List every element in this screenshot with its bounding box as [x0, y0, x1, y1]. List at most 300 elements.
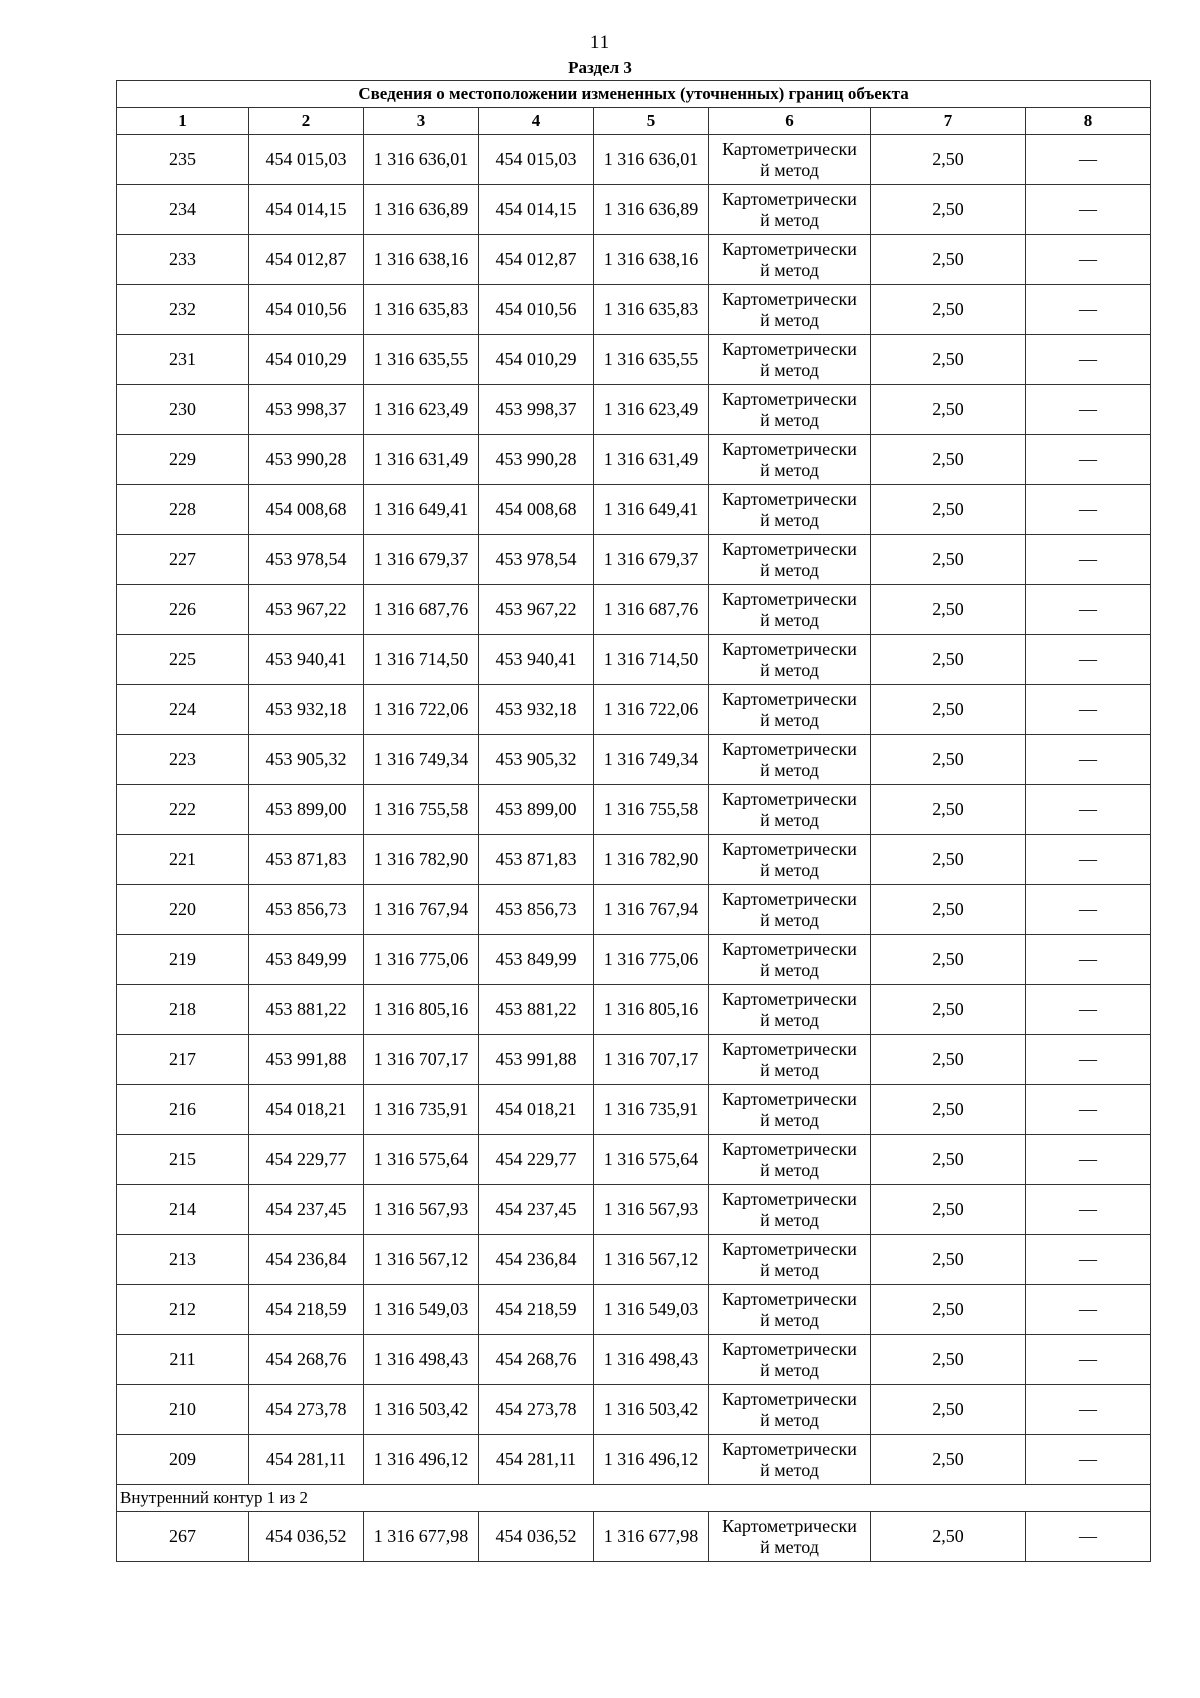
- description-cell: —: [1026, 1085, 1151, 1135]
- accuracy-cell: 2,50: [871, 235, 1026, 285]
- accuracy-cell: 2,50: [871, 785, 1026, 835]
- y-old-cell: 1 316 775,06: [364, 935, 479, 985]
- table-row: [117, 535, 1151, 585]
- contour-body: [117, 1512, 1151, 1562]
- x-old-cell: 454 008,68: [249, 485, 364, 535]
- y-old-cell: 1 316 636,01: [364, 135, 479, 185]
- point-number-cell: 211: [117, 1335, 249, 1385]
- accuracy-cell: 2,50: [871, 485, 1026, 535]
- description-cell: —: [1026, 335, 1151, 385]
- method-text-line2: й метод: [760, 709, 819, 730]
- table-row: [117, 1512, 1151, 1562]
- table-row: [117, 1085, 1151, 1135]
- section-title: Раздел 3: [568, 58, 632, 77]
- method-text-line2: й метод: [760, 859, 819, 880]
- y-old-cell: 1 316 767,94: [364, 885, 479, 935]
- y-old-cell: 1 316 496,12: [364, 1435, 479, 1485]
- method-text-line1: Картометрически: [722, 1338, 857, 1359]
- table-row: [117, 635, 1151, 685]
- y-new-cell: 1 316 635,55: [594, 335, 709, 385]
- y-new-cell: 1 316 649,41: [594, 485, 709, 535]
- point-number-cell: 222: [117, 785, 249, 835]
- accuracy-cell: 2,50: [871, 1085, 1026, 1135]
- table-row: [117, 1135, 1151, 1185]
- description-cell: —: [1026, 235, 1151, 285]
- method-cell: [709, 1335, 871, 1385]
- method-cell: [709, 485, 871, 535]
- method-text-line1: Картометрически: [722, 1238, 857, 1259]
- column-header: 5: [594, 108, 709, 135]
- accuracy-cell: 2,50: [871, 1385, 1026, 1435]
- x-new-cell: 454 281,11: [479, 1435, 594, 1485]
- table-row: [117, 935, 1151, 985]
- table-row: [117, 885, 1151, 935]
- point-number-cell: 267: [117, 1512, 249, 1562]
- method-cell: [709, 1035, 871, 1085]
- x-new-cell: 453 940,41: [479, 635, 594, 685]
- method-cell: [709, 1285, 871, 1335]
- x-old-cell: 454 273,78: [249, 1385, 364, 1435]
- x-old-cell: 453 932,18: [249, 685, 364, 735]
- point-number-cell: 213: [117, 1235, 249, 1285]
- x-new-cell: 454 229,77: [479, 1135, 594, 1185]
- y-old-cell: 1 316 649,41: [364, 485, 479, 535]
- method-cell: [709, 685, 871, 735]
- table-row: [117, 1035, 1151, 1085]
- method-cell: [709, 1085, 871, 1135]
- description-cell: —: [1026, 185, 1151, 235]
- description-cell: —: [1026, 385, 1151, 435]
- method-cell: [709, 185, 871, 235]
- table-caption-row: [117, 81, 1151, 108]
- point-number-cell: 214: [117, 1185, 249, 1235]
- method-cell: [709, 1435, 871, 1485]
- point-number-cell: 216: [117, 1085, 249, 1135]
- point-number-cell: 226: [117, 585, 249, 635]
- method-text-line1: Картометрически: [722, 438, 857, 459]
- description-cell: —: [1026, 485, 1151, 535]
- x-new-cell: 453 881,22: [479, 985, 594, 1035]
- y-new-cell: 1 316 631,49: [594, 435, 709, 485]
- x-old-cell: 453 881,22: [249, 985, 364, 1035]
- method-cell: [709, 235, 871, 285]
- description-cell: —: [1026, 635, 1151, 685]
- column-header: 8: [1026, 108, 1151, 135]
- point-number-cell: 230: [117, 385, 249, 435]
- method-text-line1: Картометрически: [722, 238, 857, 259]
- table-row: [117, 1435, 1151, 1485]
- x-new-cell: 453 932,18: [479, 685, 594, 735]
- accuracy-cell: 2,50: [871, 1285, 1026, 1335]
- method-text-line2: й метод: [760, 1109, 819, 1130]
- description-cell: —: [1026, 1185, 1151, 1235]
- x-old-cell: 454 010,29: [249, 335, 364, 385]
- y-old-cell: 1 316 782,90: [364, 835, 479, 885]
- method-text-line1: Картометрически: [722, 1188, 857, 1209]
- method-text-line1: Картометрически: [722, 688, 857, 709]
- x-old-cell: 453 990,28: [249, 435, 364, 485]
- y-old-cell: 1 316 567,93: [364, 1185, 479, 1235]
- description-cell: —: [1026, 1285, 1151, 1335]
- accuracy-cell: 2,50: [871, 435, 1026, 485]
- x-old-cell: 454 268,76: [249, 1335, 364, 1385]
- contour-section: [117, 1485, 1151, 1512]
- method-text-line1: Картометрически: [722, 1088, 857, 1109]
- y-old-cell: 1 316 567,12: [364, 1235, 479, 1285]
- y-new-cell: 1 316 575,64: [594, 1135, 709, 1185]
- y-old-cell: 1 316 549,03: [364, 1285, 479, 1335]
- point-number-cell: 231: [117, 335, 249, 385]
- table-row: [117, 1185, 1151, 1235]
- x-new-cell: 453 899,00: [479, 785, 594, 835]
- coordinates-table: [116, 80, 1151, 1562]
- y-new-cell: 1 316 496,12: [594, 1435, 709, 1485]
- y-new-cell: 1 316 805,16: [594, 985, 709, 1035]
- method-text-line2: й метод: [760, 159, 819, 180]
- method-text-line1: Картометрически: [722, 838, 857, 859]
- column-header: 1: [117, 108, 249, 135]
- method-text-line1: Картометрически: [722, 1138, 857, 1159]
- y-new-cell: 1 316 775,06: [594, 935, 709, 985]
- y-new-cell: 1 316 687,76: [594, 585, 709, 635]
- table-row: [117, 485, 1151, 535]
- y-old-cell: 1 316 679,37: [364, 535, 479, 585]
- method-cell: [709, 635, 871, 685]
- y-old-cell: 1 316 636,89: [364, 185, 479, 235]
- x-new-cell: 454 273,78: [479, 1385, 594, 1435]
- method-text-line2: й метод: [760, 409, 819, 430]
- point-number-cell: 229: [117, 435, 249, 485]
- method-text-line1: Картометрически: [722, 188, 857, 209]
- x-old-cell: 453 849,99: [249, 935, 364, 985]
- description-cell: —: [1026, 1135, 1151, 1185]
- accuracy-cell: 2,50: [871, 535, 1026, 585]
- y-old-cell: 1 316 677,98: [364, 1512, 479, 1562]
- table-row: [117, 1335, 1151, 1385]
- method-text-line2: й метод: [760, 909, 819, 930]
- description-cell: —: [1026, 935, 1151, 985]
- accuracy-cell: 2,50: [871, 735, 1026, 785]
- page-number: 11: [589, 32, 611, 53]
- description-cell: —: [1026, 685, 1151, 735]
- description-cell: —: [1026, 135, 1151, 185]
- method-cell: [709, 585, 871, 635]
- y-new-cell: 1 316 549,03: [594, 1285, 709, 1335]
- column-header: 3: [364, 108, 479, 135]
- column-header: 7: [871, 108, 1026, 135]
- method-text-line1: Картометрически: [722, 138, 857, 159]
- method-cell: [709, 1385, 871, 1435]
- method-text-line1: Картометрически: [722, 388, 857, 409]
- description-cell: —: [1026, 835, 1151, 885]
- description-cell: —: [1026, 1335, 1151, 1385]
- y-new-cell: 1 316 567,12: [594, 1235, 709, 1285]
- method-cell: [709, 1185, 871, 1235]
- x-new-cell: 453 871,83: [479, 835, 594, 885]
- method-text-line1: Картометрически: [722, 538, 857, 559]
- y-old-cell: 1 316 707,17: [364, 1035, 479, 1085]
- y-old-cell: 1 316 714,50: [364, 635, 479, 685]
- y-new-cell: 1 316 707,17: [594, 1035, 709, 1085]
- method-cell: [709, 885, 871, 935]
- accuracy-cell: 2,50: [871, 1335, 1026, 1385]
- method-text-line2: й метод: [760, 1359, 819, 1380]
- accuracy-cell: 2,50: [871, 1235, 1026, 1285]
- accuracy-cell: 2,50: [871, 385, 1026, 435]
- method-text-line2: й метод: [760, 609, 819, 630]
- x-old-cell: 453 967,22: [249, 585, 364, 635]
- point-number-cell: 217: [117, 1035, 249, 1085]
- table-row: [117, 285, 1151, 335]
- point-number-cell: 218: [117, 985, 249, 1035]
- point-number-cell: 210: [117, 1385, 249, 1435]
- method-cell: [709, 1135, 871, 1185]
- method-text-line1: Картометрически: [722, 588, 857, 609]
- accuracy-cell: 2,50: [871, 1512, 1026, 1562]
- method-text-line2: й метод: [760, 959, 819, 980]
- method-text-line2: й метод: [760, 759, 819, 780]
- y-old-cell: 1 316 722,06: [364, 685, 479, 735]
- y-old-cell: 1 316 623,49: [364, 385, 479, 435]
- table-row: [117, 1385, 1151, 1435]
- method-text-line1: Картометрически: [722, 288, 857, 309]
- method-text-line2: й метод: [760, 1209, 819, 1230]
- method-text-line2: й метод: [760, 459, 819, 480]
- x-old-cell: 453 940,41: [249, 635, 364, 685]
- accuracy-cell: 2,50: [871, 185, 1026, 235]
- y-new-cell: 1 316 735,91: [594, 1085, 709, 1135]
- method-cell: [709, 935, 871, 985]
- point-number-cell: 223: [117, 735, 249, 785]
- x-old-cell: 453 905,32: [249, 735, 364, 785]
- x-new-cell: 454 268,76: [479, 1335, 594, 1385]
- x-new-cell: 454 010,56: [479, 285, 594, 335]
- description-cell: —: [1026, 785, 1151, 835]
- x-old-cell: 454 229,77: [249, 1135, 364, 1185]
- x-old-cell: 453 978,54: [249, 535, 364, 585]
- point-number-cell: 227: [117, 535, 249, 585]
- point-number-cell: 212: [117, 1285, 249, 1335]
- table-row: [117, 785, 1151, 835]
- x-new-cell: 453 991,88: [479, 1035, 594, 1085]
- x-new-cell: 454 010,29: [479, 335, 594, 385]
- x-new-cell: 453 967,22: [479, 585, 594, 635]
- x-new-cell: 453 905,32: [479, 735, 594, 785]
- point-number-cell: 220: [117, 885, 249, 935]
- x-new-cell: 453 990,28: [479, 435, 594, 485]
- point-number-cell: 235: [117, 135, 249, 185]
- description-cell: —: [1026, 735, 1151, 785]
- x-old-cell: 454 218,59: [249, 1285, 364, 1335]
- contour-label: Внутренний контур 1 из 2: [117, 1485, 1151, 1512]
- accuracy-cell: 2,50: [871, 885, 1026, 935]
- description-cell: —: [1026, 1435, 1151, 1485]
- y-new-cell: 1 316 722,06: [594, 685, 709, 735]
- point-number-cell: 233: [117, 235, 249, 285]
- method-cell: [709, 1512, 871, 1562]
- method-text-line1: Картометрически: [722, 738, 857, 759]
- x-new-cell: 453 856,73: [479, 885, 594, 935]
- y-new-cell: 1 316 782,90: [594, 835, 709, 885]
- description-cell: —: [1026, 1035, 1151, 1085]
- y-new-cell: 1 316 638,16: [594, 235, 709, 285]
- method-text-line1: Картометрически: [722, 488, 857, 509]
- table-row: [117, 185, 1151, 235]
- x-new-cell: 454 015,03: [479, 135, 594, 185]
- method-text-line2: й метод: [760, 1259, 819, 1280]
- x-new-cell: 454 014,15: [479, 185, 594, 235]
- x-old-cell: 453 998,37: [249, 385, 364, 435]
- x-old-cell: 453 991,88: [249, 1035, 364, 1085]
- method-text-line1: Картометрически: [722, 938, 857, 959]
- point-number-cell: 221: [117, 835, 249, 885]
- accuracy-cell: 2,50: [871, 685, 1026, 735]
- accuracy-cell: 2,50: [871, 285, 1026, 335]
- x-old-cell: 453 871,83: [249, 835, 364, 885]
- table-row: [117, 835, 1151, 885]
- y-new-cell: 1 316 503,42: [594, 1385, 709, 1435]
- y-old-cell: 1 316 498,43: [364, 1335, 479, 1385]
- method-cell: [709, 335, 871, 385]
- y-old-cell: 1 316 575,64: [364, 1135, 479, 1185]
- method-text-line2: й метод: [760, 1059, 819, 1080]
- description-cell: —: [1026, 585, 1151, 635]
- x-old-cell: 454 012,87: [249, 235, 364, 285]
- method-text-line1: Картометрически: [722, 988, 857, 1009]
- y-old-cell: 1 316 635,83: [364, 285, 479, 335]
- method-text-line1: Картометрически: [722, 1515, 857, 1536]
- method-cell: [709, 535, 871, 585]
- method-cell: [709, 785, 871, 835]
- x-old-cell: 454 236,84: [249, 1235, 364, 1285]
- table-caption: Сведения о местоположении измененных (уточненных) границ объекта: [117, 81, 1151, 108]
- method-cell: [709, 135, 871, 185]
- method-text-line2: й метод: [760, 809, 819, 830]
- x-old-cell: 454 018,21: [249, 1085, 364, 1135]
- table-row: [117, 435, 1151, 485]
- accuracy-cell: 2,50: [871, 1135, 1026, 1185]
- y-new-cell: 1 316 636,89: [594, 185, 709, 235]
- y-new-cell: 1 316 636,01: [594, 135, 709, 185]
- y-new-cell: 1 316 679,37: [594, 535, 709, 585]
- method-text-line1: Картометрически: [722, 1038, 857, 1059]
- y-new-cell: 1 316 635,83: [594, 285, 709, 335]
- method-text-line2: й метод: [760, 359, 819, 380]
- method-text-line1: Картометрически: [722, 788, 857, 809]
- method-text-line2: й метод: [760, 559, 819, 580]
- point-number-cell: 224: [117, 685, 249, 735]
- table-row: [117, 335, 1151, 385]
- y-old-cell: 1 316 749,34: [364, 735, 479, 785]
- y-old-cell: 1 316 687,76: [364, 585, 479, 635]
- x-new-cell: 453 978,54: [479, 535, 594, 585]
- y-new-cell: 1 316 767,94: [594, 885, 709, 935]
- y-new-cell: 1 316 623,49: [594, 385, 709, 435]
- contour-label-row: [117, 1485, 1151, 1512]
- method-cell: [709, 835, 871, 885]
- point-number-cell: 215: [117, 1135, 249, 1185]
- accuracy-cell: 2,50: [871, 585, 1026, 635]
- accuracy-cell: 2,50: [871, 1035, 1026, 1085]
- method-cell: [709, 1235, 871, 1285]
- table-row: [117, 985, 1151, 1035]
- y-old-cell: 1 316 638,16: [364, 235, 479, 285]
- method-text-line2: й метод: [760, 1536, 819, 1557]
- method-text-line2: й метод: [760, 659, 819, 680]
- accuracy-cell: 2,50: [871, 835, 1026, 885]
- table-row: [117, 385, 1151, 435]
- table-row: [117, 685, 1151, 735]
- y-new-cell: 1 316 677,98: [594, 1512, 709, 1562]
- y-old-cell: 1 316 635,55: [364, 335, 479, 385]
- x-old-cell: 453 856,73: [249, 885, 364, 935]
- y-old-cell: 1 316 631,49: [364, 435, 479, 485]
- x-new-cell: 454 218,59: [479, 1285, 594, 1335]
- method-text-line2: й метод: [760, 1309, 819, 1330]
- x-old-cell: 454 281,11: [249, 1435, 364, 1485]
- x-old-cell: 454 237,45: [249, 1185, 364, 1235]
- point-number-cell: 228: [117, 485, 249, 535]
- method-text-line1: Картометрически: [722, 638, 857, 659]
- method-text-line2: й метод: [760, 1159, 819, 1180]
- x-new-cell: 453 998,37: [479, 385, 594, 435]
- y-new-cell: 1 316 498,43: [594, 1335, 709, 1385]
- x-new-cell: 453 849,99: [479, 935, 594, 985]
- y-new-cell: 1 316 749,34: [594, 735, 709, 785]
- y-new-cell: 1 316 714,50: [594, 635, 709, 685]
- column-header: 6: [709, 108, 871, 135]
- description-cell: —: [1026, 435, 1151, 485]
- accuracy-cell: 2,50: [871, 135, 1026, 185]
- accuracy-cell: 2,50: [871, 635, 1026, 685]
- description-cell: —: [1026, 285, 1151, 335]
- method-cell: [709, 285, 871, 335]
- accuracy-cell: 2,50: [871, 1435, 1026, 1485]
- accuracy-cell: 2,50: [871, 1185, 1026, 1235]
- y-old-cell: 1 316 755,58: [364, 785, 479, 835]
- method-text-line2: й метод: [760, 309, 819, 330]
- x-old-cell: 454 014,15: [249, 185, 364, 235]
- table-row: [117, 135, 1151, 185]
- method-text-line1: Картометрически: [722, 1388, 857, 1409]
- method-text-line1: Картометрически: [722, 1288, 857, 1309]
- column-number-row: [117, 108, 1151, 135]
- x-old-cell: 454 010,56: [249, 285, 364, 335]
- method-text-line2: й метод: [760, 209, 819, 230]
- point-number-cell: 219: [117, 935, 249, 985]
- y-old-cell: 1 316 805,16: [364, 985, 479, 1035]
- accuracy-cell: 2,50: [871, 985, 1026, 1035]
- description-cell: —: [1026, 1512, 1151, 1562]
- column-header: 2: [249, 108, 364, 135]
- x-new-cell: 454 036,52: [479, 1512, 594, 1562]
- accuracy-cell: 2,50: [871, 335, 1026, 385]
- table-row: [117, 1235, 1151, 1285]
- y-old-cell: 1 316 503,42: [364, 1385, 479, 1435]
- method-cell: [709, 735, 871, 785]
- point-number-cell: 225: [117, 635, 249, 685]
- method-cell: [709, 385, 871, 435]
- description-cell: —: [1026, 1235, 1151, 1285]
- x-old-cell: 453 899,00: [249, 785, 364, 835]
- table-row: [117, 1285, 1151, 1335]
- accuracy-cell: 2,50: [871, 935, 1026, 985]
- method-text-line2: й метод: [760, 1459, 819, 1480]
- description-cell: —: [1026, 1385, 1151, 1435]
- point-number-cell: 209: [117, 1435, 249, 1485]
- table-body: [117, 135, 1151, 1485]
- method-text-line2: й метод: [760, 1409, 819, 1430]
